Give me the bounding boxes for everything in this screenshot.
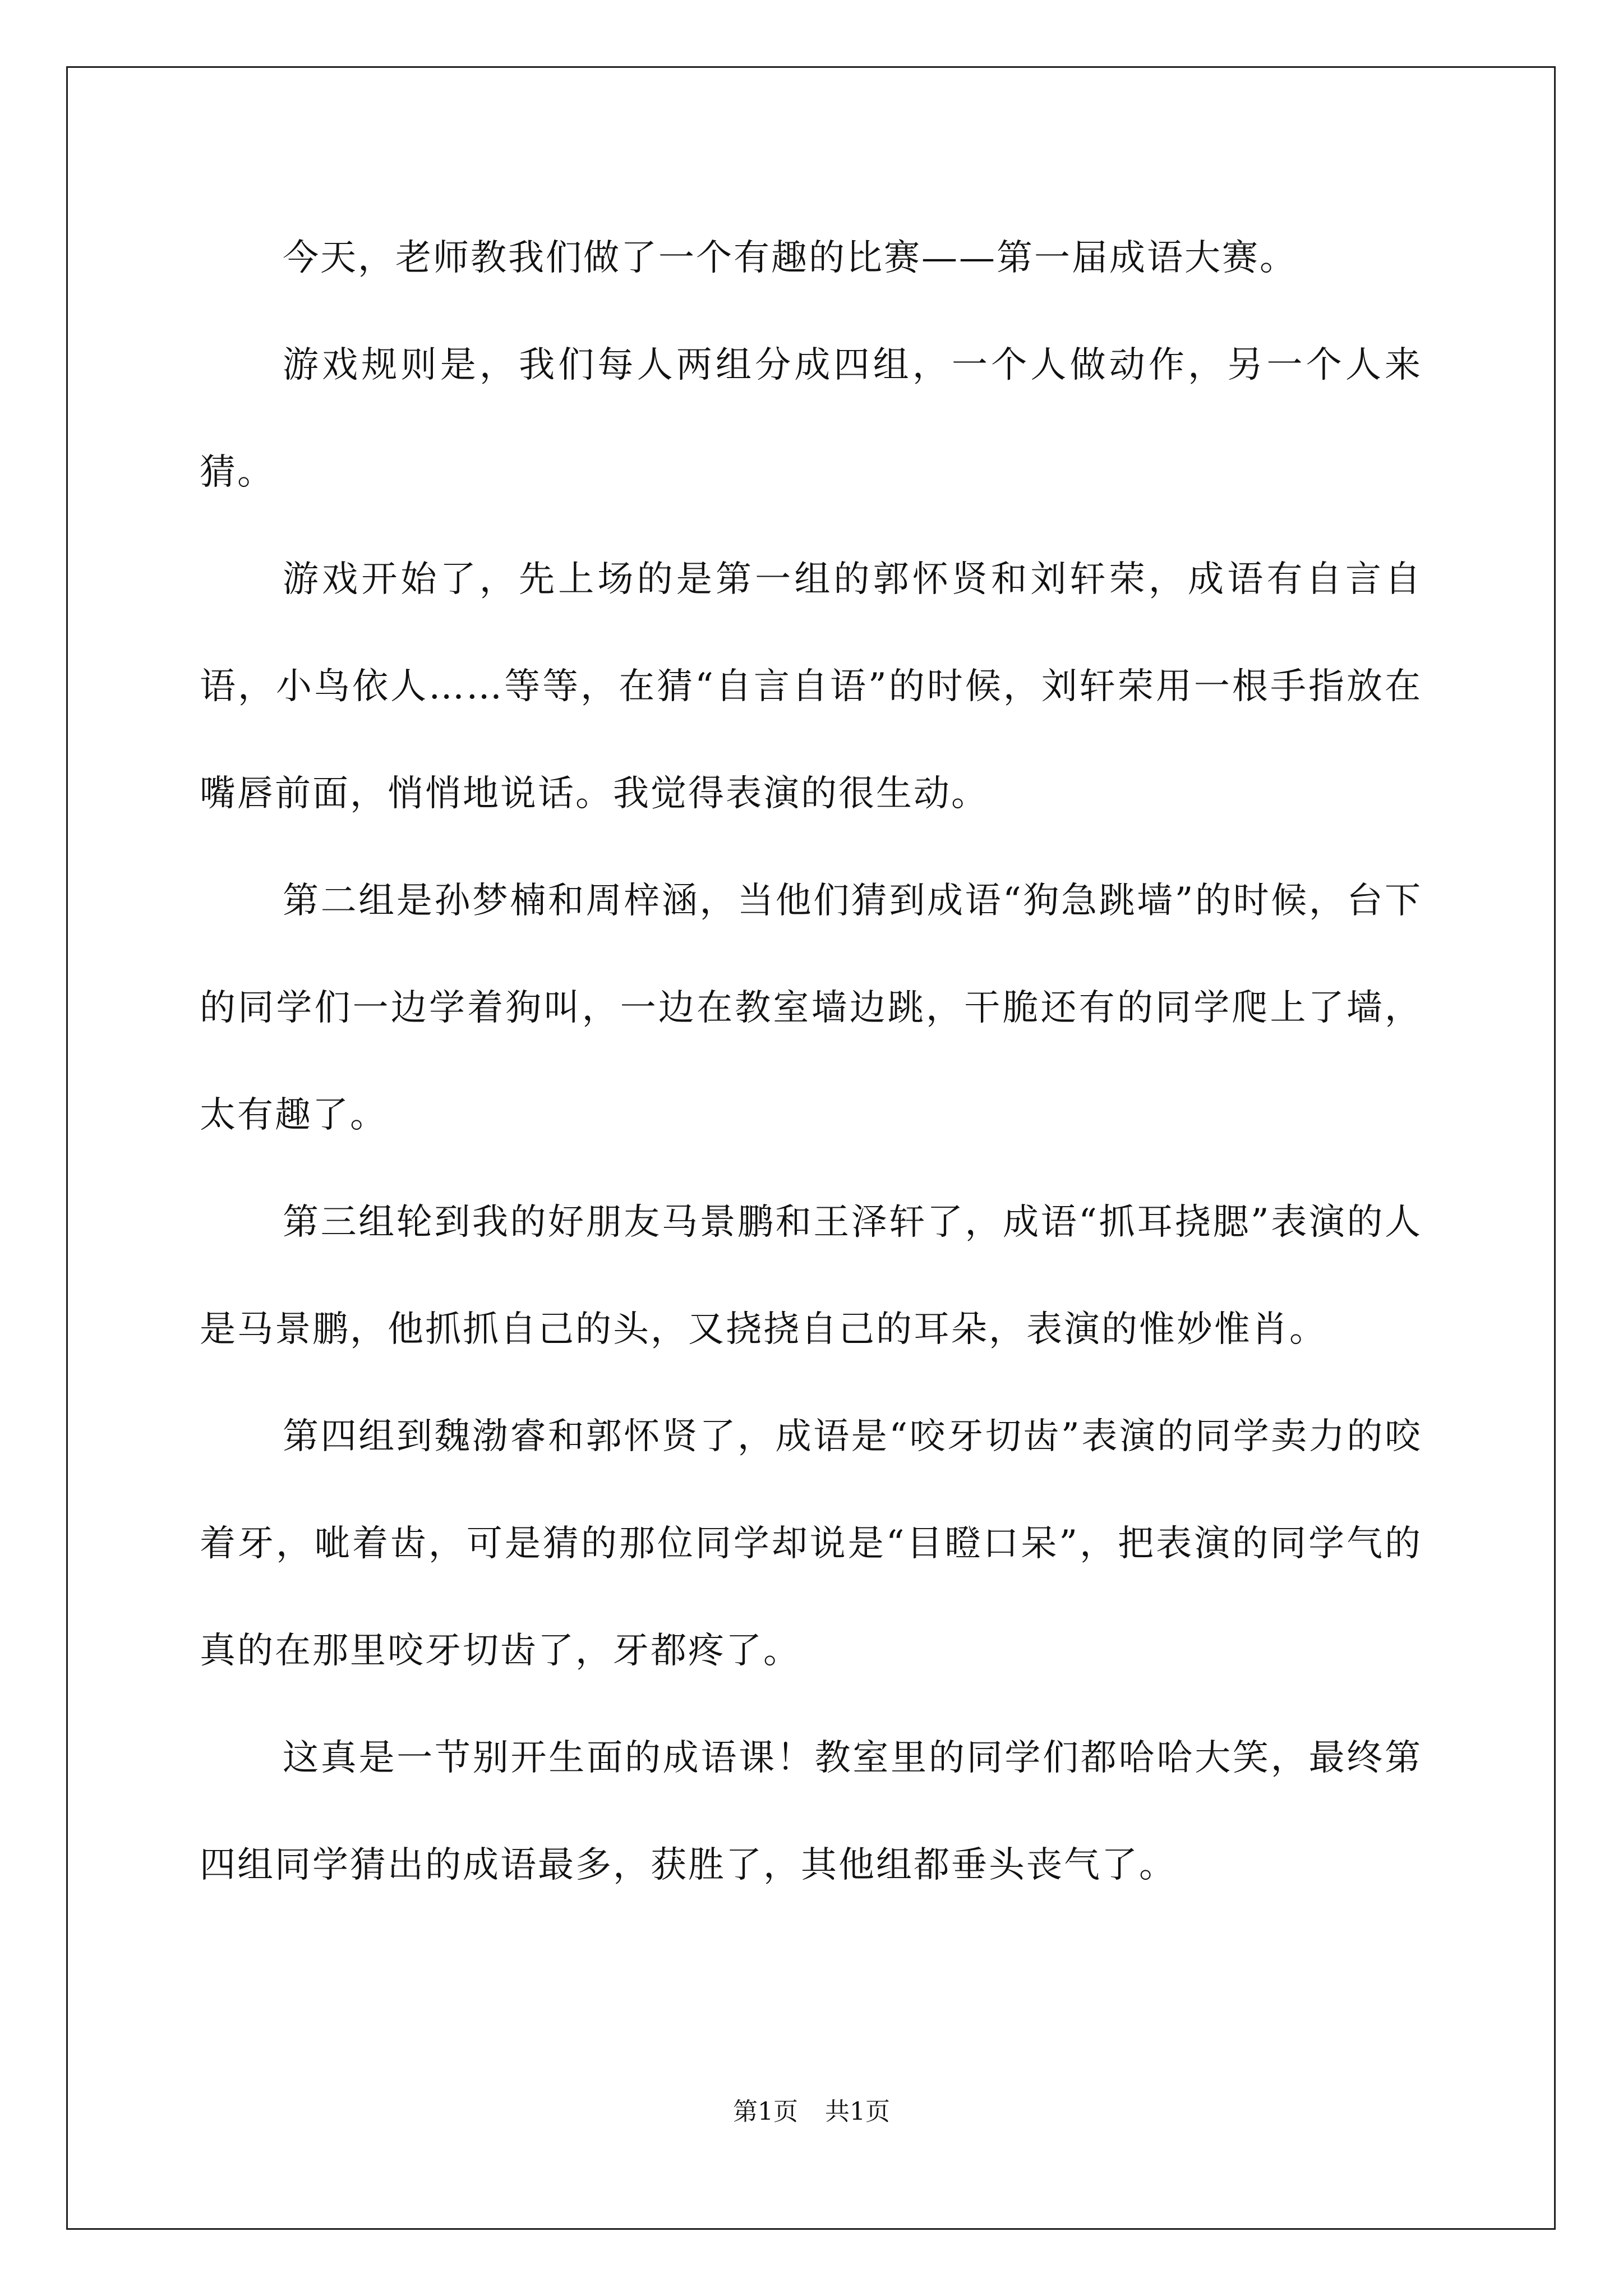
- paragraph: 第三组轮到我的好朋友马景鹏和王泽轩了，成语“抓耳挠腮”表演的人是马景鹏，他抓抓自己的头，又挠挠自己的耳朵，表演的惟妙惟肖。: [200, 1202, 1422, 1350]
- paragraph: 游戏开始了，先上场的是第一组的郭怀贤和刘轩荣，成语有自言自语，小鸟依人……等等，在猜“自言自语”的时候，刘轩荣用一根手指放在嘴唇前面，悄悄地说话。我觉得表演的很生动。: [200, 559, 1422, 815]
- paragraph: 第二组是孙梦楠和周梓涵，当他们猜到成语“狗急跳墙”的时候，台下的同学们一边学着狗叫，一边在教室墙边跳，干脆还有的同学爬上了墙，太有趣了。: [200, 880, 1422, 1136]
- page-total: 共1页: [825, 2097, 890, 2126]
- page-number: 第1页: [733, 2097, 798, 2126]
- document-body: [200, 205, 1422, 1919]
- paragraph: 游戏规则是，我们每人两组分成四组，一个人做动作，另一个人来猜。: [200, 344, 1422, 493]
- page-footer: [0, 2095, 1623, 2129]
- paragraph: 今天，老师教我们做了一个有趣的比赛——第一届成语大赛。: [283, 237, 1297, 279]
- paragraph: 这真是一节别开生面的成语课！教室里的同学们都哈哈大笑，最终第四组同学猜出的成语最多，获胜了，其他组都垂头丧气了。: [200, 1737, 1422, 1886]
- paragraph: 第四组到魏渤睿和郭怀贤了，成语是“咬牙切齿”表演的同学卖力的咬着牙，呲着齿，可是猜的那位同学却说是“目瞪口呆”，把表演的同学气的真的在那里咬牙切齿了，牙都疼了。: [200, 1416, 1422, 1672]
